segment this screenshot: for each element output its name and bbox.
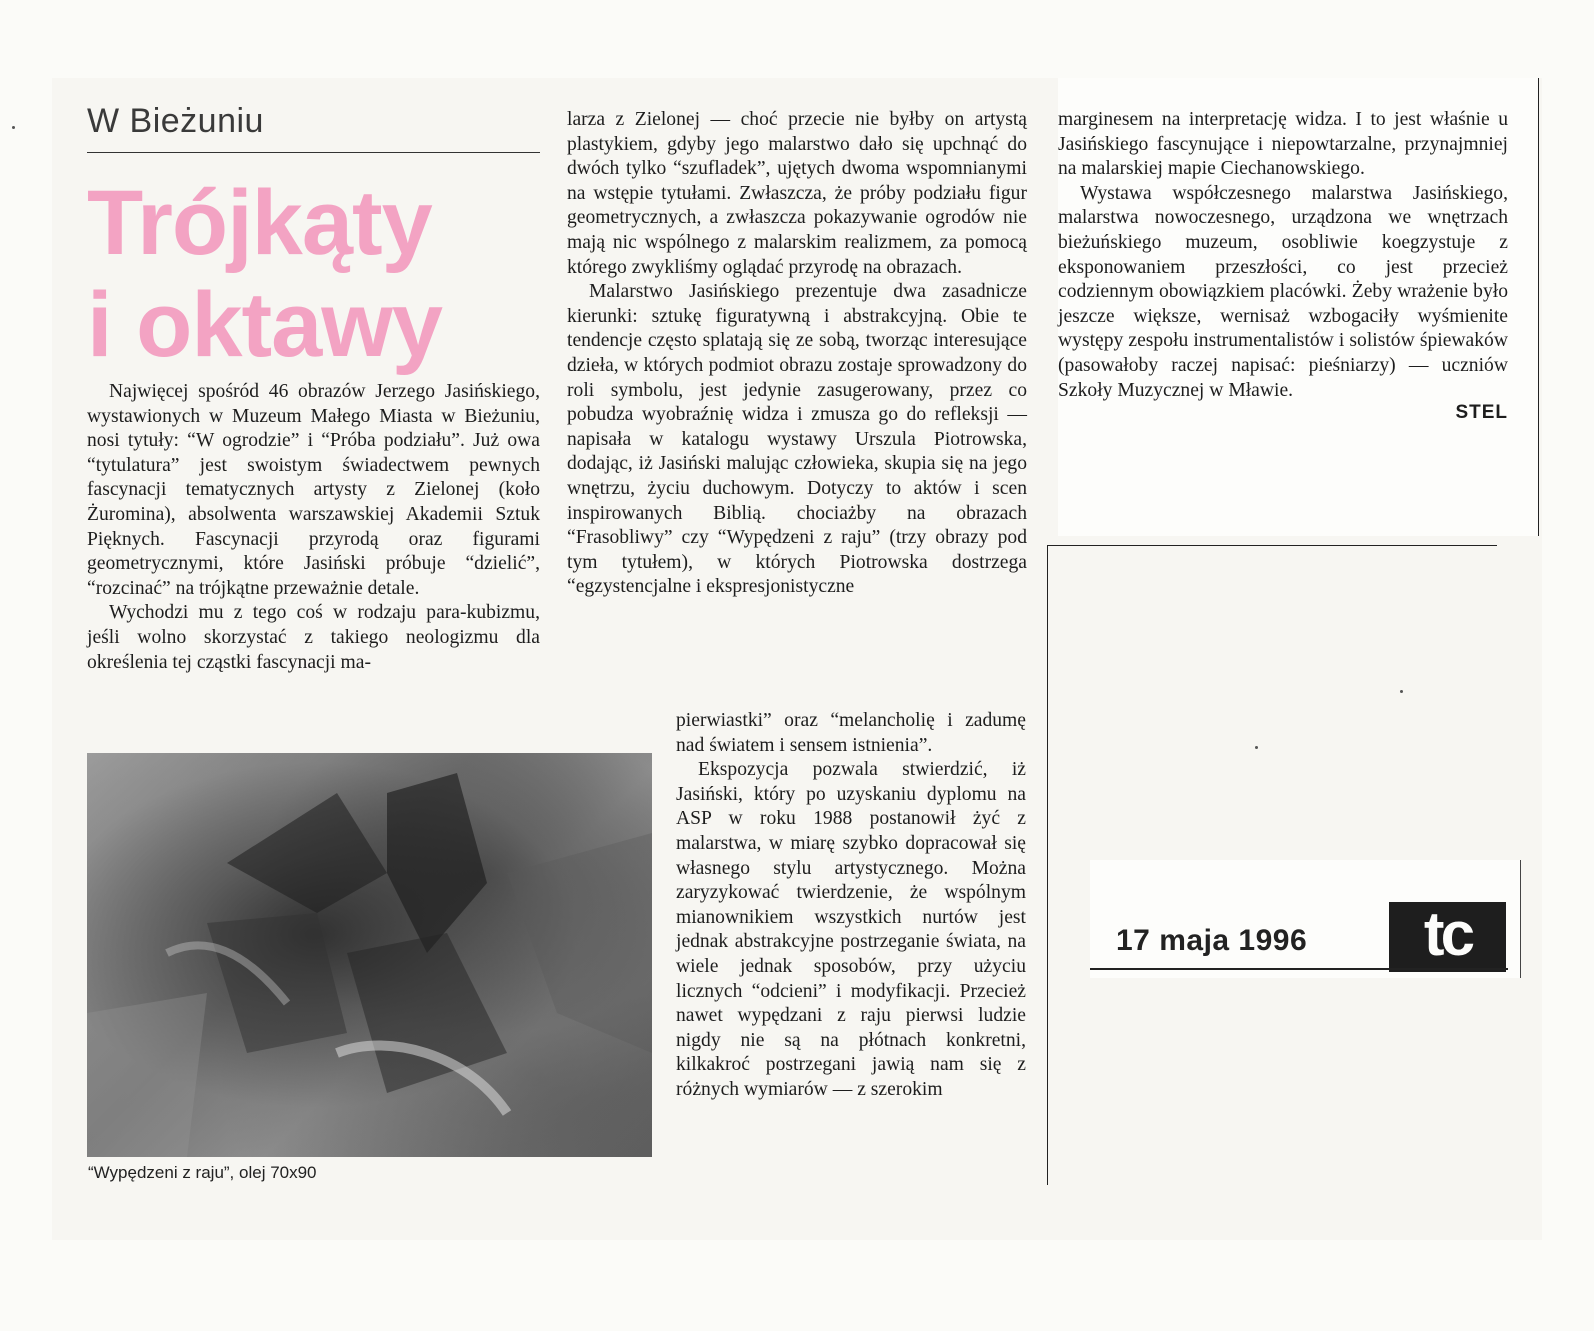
article-column-3 — [1058, 108, 1508, 426]
painting-image — [87, 753, 652, 1157]
paragraph: marginesem na interpretację widza. I to jest właśnie u Jasińskiego fascynujące i niepowtarzalne, przynajmniej na malarskiej mapie Ciechanowskiego. — [1058, 109, 1508, 180]
scan-speck — [1400, 690, 1403, 693]
date-rule — [1090, 968, 1508, 970]
headline — [87, 172, 547, 376]
article-column-1 — [87, 380, 540, 675]
painting-photo — [87, 753, 652, 1157]
frame-line — [1047, 545, 1497, 546]
paragraph: pierwiastki” oraz “melancholię i zadumę nad światem i sensem istnienia”. — [676, 710, 1026, 756]
paragraph: Ekspozycja pozwala stwierdzić, iż Jasiński, który po uzyskaniu dyplomu na ASP w roku 1988 postanowił żyć z malarstwa, w miarę szybko dopracował się własnego stylu artystycznego. Można zaryzykować twierdzenie, że wspólnym mianownikiem wszystkich nurtów jest jednak abstrakcyjne postrzeganie świata, na wiele jednak sposobów, przy użyciu licznych “odcieni” i modyfikacji. Przecież nawet wypędzani z raju pierwsi ludzie nigdy nie są na płótnach konkretni, kilkakroć postrzegani jawią nam się z różnych wymiarów — z szerokim — [676, 759, 1026, 1100]
section-label: W Bieżuniu — [87, 102, 264, 140]
scan-speck — [1255, 746, 1258, 749]
scan-speck — [12, 126, 15, 129]
paragraph: larza z Zielonej — choć przecie nie byłby on artystą plastykiem, gdyby jego malarstwo dało się upchnąć do dwóch tylko “szufladek”, ujętych dwoma wspomnianymi na wstępie tytułami. Zwłaszcza, że próby podziału figur geometrycznych, a zwłaszcza pokazywanie ogrodów nie mają nic wspólnego z malarskim realizmem, za pomocą którego zwykliśmy oglądać przyrodę na obrazach. — [567, 109, 1027, 278]
section-rule — [87, 152, 540, 153]
article-column-2-continued — [676, 709, 1026, 1103]
paragraph: Najwięcej spośród 46 obrazów Jerzego Jasińskiego, wystawionych w Muzeum Małego Miasta w Bieżuniu, nosi tytuły: “W ogrodzie” i “Próba podziału”. Już owa “tytulatura” jest swoistym świadectwem pewnych fascynacji tematycznych artysty z Zielonej (koło Żuromina), absolwenta warszawskiej Akademii Sztuk Pięknych. Fascynacji przyrodą oraz figurami geometrycznymi, które Jasiński próbuje “dzielić”, “rozcinać” na trójkątne przeważnie detale. — [87, 381, 540, 599]
photo-caption: “Wypędzeni z raju”, olej 70x90 — [88, 1163, 317, 1182]
headline-line-2: i oktawy — [87, 274, 443, 376]
paragraph: Malarstwo Jasińskiego prezentuje dwa zasadnicze kierunki: sztukę figuratywną i abstrakcyjną. Obie te tendencje często splatają się ze sobą, tworząc interesujące dzieła, w których podmiot obrazu zostaje sprowadzony do roli symbolu, jest jedynie zasugerowany, przez co pobudza wyobraźnię widza i zmusza go do refleksji — napisała w katalogu wystawy Urszula Piotrowska, dodając, iż Jasiński malując człowieka, skupia się na jego wnętrzu, życiu duchowym. Dotyczy to aktów i scen inspirowanych Biblią. chociażby na obrazach “Frasobliwy” czy “Wypędzeni z raju” (trzy obrazy pod tym tytułem), w których Piotrowska dostrzega “egzystencjalne i ekspresjonistyczne — [567, 281, 1027, 598]
publication-date: 17 maja 1996 — [1116, 924, 1308, 957]
headline-line-1: Trójkąty — [87, 172, 432, 274]
newspaper-logo: tc — [1389, 902, 1506, 972]
paragraph: Wychodzi mu z tego coś w rodzaju para-kubizmu, jeśli wolno skorzystać z takiego neologizmu dla określenia tej cząstki fascynacji ma- — [87, 602, 540, 673]
frame-line — [1047, 545, 1048, 1185]
author-signature: STEL — [1455, 402, 1508, 424]
article-column-2 — [567, 108, 1027, 600]
paragraph: Wystawa współczesnego malarstwa Jasińskiego, malarstwa nowoczesnego, urządzona we wnętrzach bieżuńskiego muzeum, osobliwie koegzystuje z eksponowaniem przeszłości, co jest przecież codziennym obowiązkiem placówki. Żeby wrażenie było jeszcze większe, wernisaż wzbogaciły wyśmienite występy zespołu instrumentalistów i solistów śpiewaków (pasowałoby raczej napisać: pieśniarzy) — uczniów Szkoły Muzycznej w Mławie. — [1058, 182, 1508, 401]
